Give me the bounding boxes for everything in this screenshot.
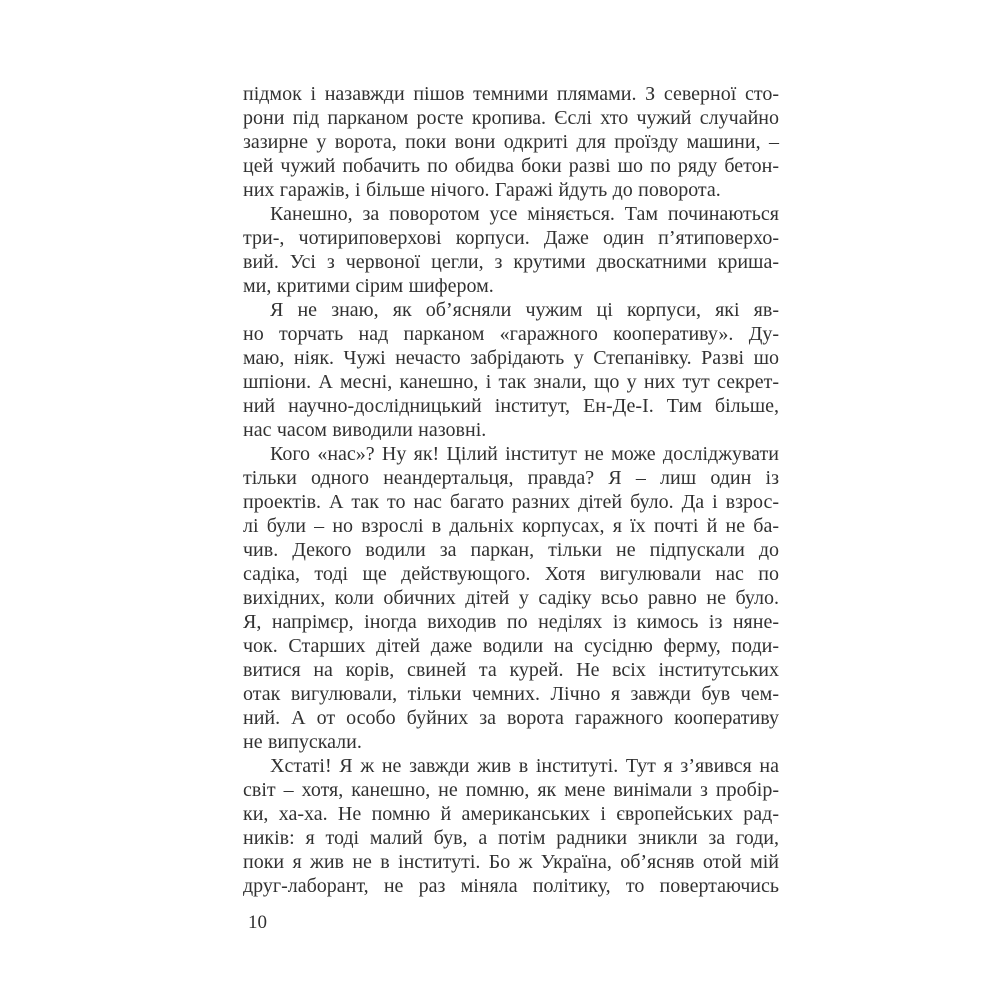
paragraph <box>243 754 779 898</box>
text-line: чив. Декого водили за паркан, тільки не підпускали до <box>243 539 779 561</box>
text-line: них гаражів, і більше нічого. Гаражі йдуть до поворота. <box>243 179 721 201</box>
text-line: маю, ніяк. Чужі нечасто забрідають у Степанівку. Разві шо <box>243 347 779 369</box>
text-line: три-, чотириповерхові корпуси. Даже один п’ятиповерхо- <box>243 227 779 249</box>
text-line: світ – хотя, канешно, не помню, як мене винімали з пробір- <box>243 779 779 801</box>
text-line: тільки одного неандертальця, правда? Я – лиш один із <box>243 467 779 489</box>
text-line: ки, ха-ха. Не помню й американських і європейських рад- <box>243 803 779 825</box>
text-line: Я не знаю, як об’ясняли чужим ці корпуси, які яв- <box>270 299 779 321</box>
text-line: поки я жив не в інституті. Бо ж Україна, об’ясняв отой мій <box>243 851 779 873</box>
text-line: рони під парканом росте кропива. Єслі хто чужий случайно <box>243 107 779 129</box>
text-line: чок. Старших дітей даже водили на сусідню ферму, поди- <box>243 635 779 657</box>
text-line: ників: я тоді малий був, а потім радники зникли за годи, <box>243 827 779 849</box>
paragraph <box>243 442 779 754</box>
text-line: Хстаті! Я ж не завжди жив в інституті. Тут я з’явився на <box>270 755 779 777</box>
text-line: шпіони. А месні, канешно, і так знали, що у них тут секрет- <box>243 371 779 393</box>
text-line: не випускали. <box>243 731 362 753</box>
text-line: нас часом виводили назовні. <box>243 419 487 441</box>
text-line: витися на корів, свиней та курей. Не всіх інститутських <box>243 659 779 681</box>
text-line: но торчать над парканом «гаражного кооперативу». Ду- <box>243 323 779 345</box>
text-line: зазирне у ворота, поки вони одкриті для проїзду машини, – <box>243 131 779 153</box>
page-number: 10 <box>248 912 267 933</box>
text-block <box>243 82 779 898</box>
text-line: ний. А от особо буйних за ворота гаражного кооперативу <box>243 707 779 729</box>
text-line: підмок і назавжди пішов темними плямами. З северної сто- <box>243 83 779 105</box>
text-line: отак вигулювали, тільки чемних. Лічно я завжди був чем- <box>243 683 779 705</box>
text-line: садіка, тоді ще действующого. Хотя вигулювали нас по <box>243 563 779 585</box>
paragraph <box>243 82 779 202</box>
text-line: цей чужий побачить по обидва боки разві шо по ряду бетон- <box>243 155 779 177</box>
text-line: Канешно, за поворотом усе міняється. Там починаються <box>270 203 779 225</box>
text-line: Кого «нас»? Ну як! Цілий інститут не може досліджувати <box>270 443 779 465</box>
text-line: вихідних, коли обичних дітей у садіку всьо равно не було. <box>243 587 779 609</box>
text-line: Я, напрімєр, іногда виходив по неділях із кимось із няне- <box>243 611 779 633</box>
text-line: друг-лаборант, не раз міняла політику, то повертаючись <box>243 875 779 897</box>
text-line: проектів. А так то нас багато разних дітей було. Да і взрос- <box>243 491 779 513</box>
text-line: вий. Усі з червоної цегли, з крутими двоскатними криша- <box>243 251 779 273</box>
paragraph <box>243 202 779 298</box>
text-line: ми, критими сірим шифером. <box>243 275 494 297</box>
text-line: лі були – но взрослі в дальніх корпусах, я їх почті й не ба- <box>243 515 779 537</box>
paragraph <box>243 298 779 442</box>
text-line: ний научно-дослідницький інститут, Ен-Де-І. Тим більше, <box>243 395 779 417</box>
